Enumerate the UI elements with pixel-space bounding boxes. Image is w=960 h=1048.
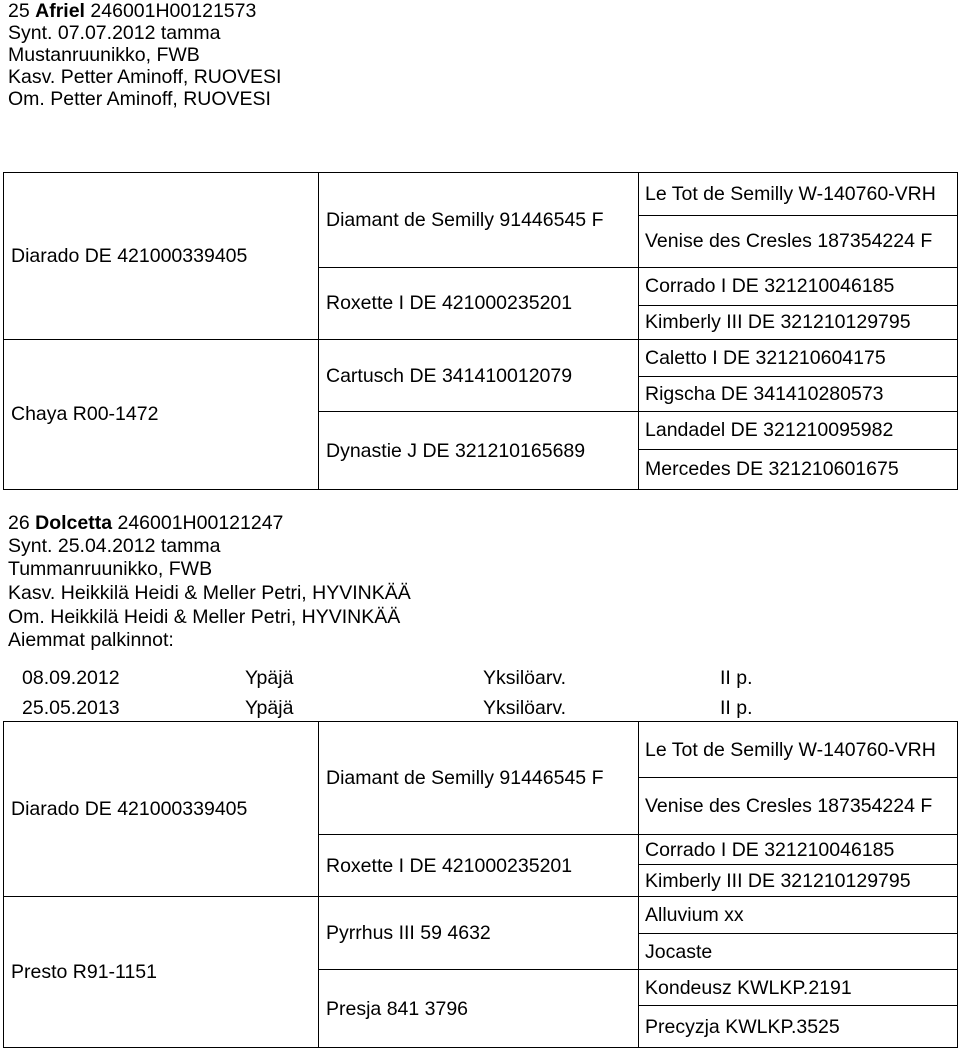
horse-name: Afriel (35, 0, 85, 22)
breeder: Kasv. Heikkilä Heidi & Meller Petri, HYVINKÄÄ (8, 582, 411, 604)
entry-number: 26 (8, 512, 30, 534)
pedigree-table (3, 172, 958, 490)
registration-number: 246001H00121247 (117, 512, 284, 534)
pedigree-sds: Corrado I DE 321210046185 (639, 267, 958, 305)
color-breed: Tummanruunikko, FWB (8, 558, 213, 580)
award-place: Ypäjä (245, 697, 294, 719)
color-breed: Mustanruunikko, FWB (8, 44, 200, 66)
pedigree-dss: Caletto I DE 321210604175 (639, 339, 958, 376)
pedigree-dds: Landadel DE 321210095982 (639, 412, 958, 449)
awards-heading: Aiemmat palkinnot: (8, 629, 174, 651)
pedigree-sire: Diarado DE 421000339405 (4, 722, 319, 897)
award-date: 08.09.2012 (22, 667, 120, 689)
pedigree-sire-dam: Roxette I DE 421000235201 (319, 835, 639, 897)
birth-info: Synt. 25.04.2012 tamma (8, 535, 221, 557)
award-class: Yksilöarv. (483, 667, 567, 689)
registration-number: 246001H00121573 (90, 0, 257, 22)
pedigree-dam: Presto R91-1151 (4, 897, 319, 1048)
pedigree-sire-sire: Diamant de Semilly 91446545 F (319, 722, 639, 835)
birth-info: Synt. 07.07.2012 tamma (8, 22, 221, 44)
pedigree-ddd: Precyzja KWLKP.3525 (639, 1006, 958, 1048)
pedigree-sdd: Kimberly III DE 321210129795 (639, 305, 958, 339)
pedigree-sss: Le Tot de Semilly W-140760-VRH (639, 722, 958, 778)
pedigree-ssd: Venise des Cresles 187354224 F (639, 778, 958, 835)
entry-header (8, 0, 256, 22)
pedigree-dsd: Rigscha DE 341410280573 (639, 377, 958, 412)
entry-header (8, 512, 283, 534)
pedigree-dds: Kondeusz KWLKP.2191 (639, 970, 958, 1006)
pedigree-dam: Chaya R00-1472 (4, 339, 319, 489)
award-prize: II p. (720, 667, 753, 689)
pedigree-sire-sire: Diamant de Semilly 91446545 F (319, 173, 639, 268)
award-date: 25.05.2013 (22, 697, 120, 719)
pedigree-sds: Corrado I DE 321210046185 (639, 835, 958, 865)
pedigree-table (3, 721, 958, 1048)
pedigree-ssd: Venise des Cresles 187354224 F (639, 215, 958, 267)
pedigree-sire: Diarado DE 421000339405 (4, 173, 319, 340)
entry-number: 25 (8, 0, 30, 22)
award-class: Yksilöarv. (483, 697, 567, 719)
owner: Om. Heikkilä Heidi & Meller Petri, HYVINKÄÄ (8, 606, 401, 628)
horse-name: Dolcetta (35, 512, 113, 534)
pedigree-dss: Alluvium xx (639, 897, 958, 934)
pedigree-sire-dam: Roxette I DE 421000235201 (319, 267, 639, 339)
pedigree-dam-sire: Pyrrhus III 59 4632 (319, 897, 639, 970)
pedigree-dam-dam: Dynastie J DE 321210165689 (319, 412, 639, 490)
award-prize: II p. (720, 697, 753, 719)
pedigree-sss: Le Tot de Semilly W-140760-VRH (639, 173, 958, 216)
award-place: Ypäjä (245, 667, 294, 689)
owner: Om. Petter Aminoff, RUOVESI (8, 88, 271, 110)
breeder: Kasv. Petter Aminoff, RUOVESI (8, 66, 282, 88)
pedigree-sdd: Kimberly III DE 321210129795 (639, 865, 958, 897)
pedigree-dam-sire: Cartusch DE 341410012079 (319, 339, 639, 411)
pedigree-dam-dam: Presja 841 3796 (319, 970, 639, 1048)
pedigree-ddd: Mercedes DE 321210601675 (639, 449, 958, 490)
pedigree-dsd: Jocaste (639, 934, 958, 970)
